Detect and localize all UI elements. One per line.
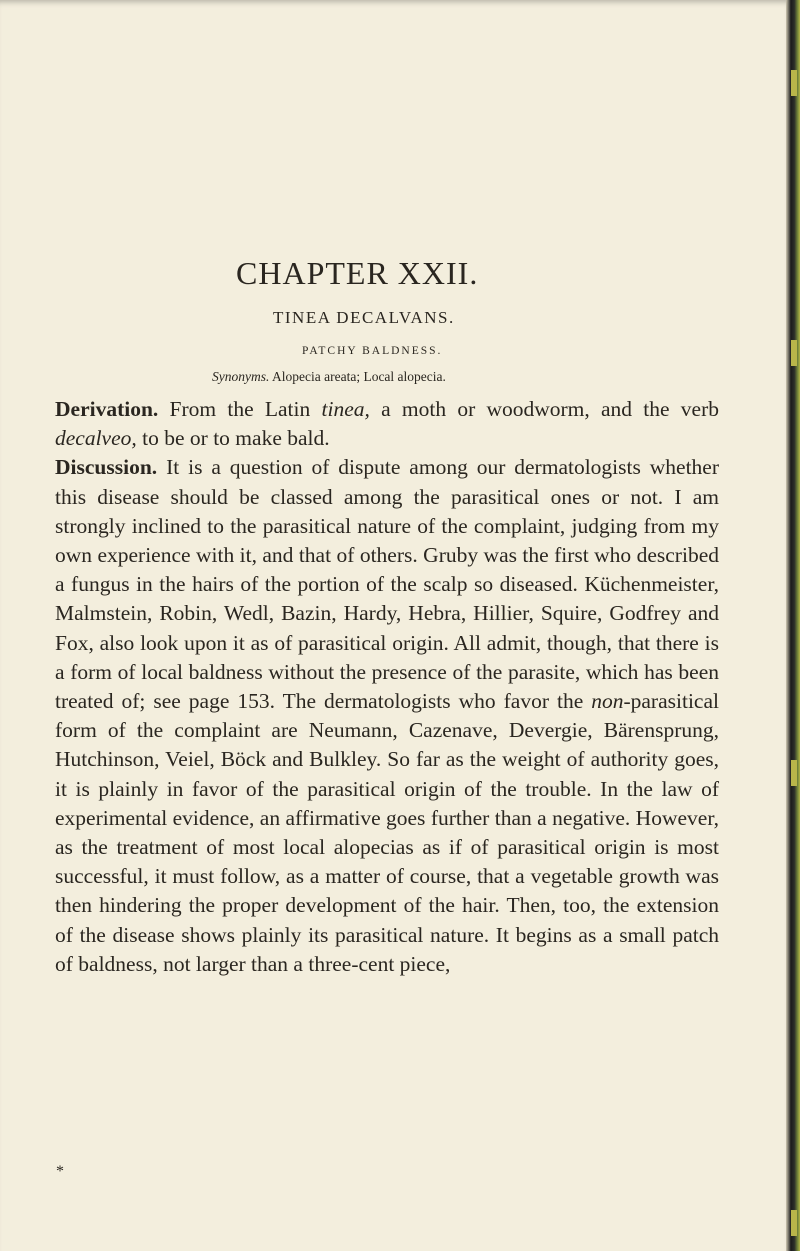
derivation-text-3: to be or to make bald.: [136, 426, 330, 451]
discussion-term-non: non: [591, 689, 624, 714]
footer-mark: *: [56, 1163, 64, 1180]
chapter-title: TINEA DECALVANS.: [273, 308, 455, 327]
derivation-text-1: From the Latin: [158, 397, 322, 421]
derivation-text-2: a moth or woodworm, and the verb: [369, 397, 719, 421]
discussion-heading: Discussion.: [55, 455, 158, 480]
discussion-text-1: It is a question of dispute among our dermatologists whether this disease should be classed among the parasitical ones or not. I am strongly inclined to the parasitical nature of the complaint, judging from my own experience with it, and that of others. Gruby was the first who described a fungus in the hairs of the portion of the scalp so diseased. Küchenmeister, Malmstein, Robin, Wedl, Bazin, Hardy, Hebra, Hillier, Squire, Godfrey and Fox, also look upon it as of parasitical origin. All admit, though, that there is a form of local baldness without the presence of the parasite, which has been treated of; see page 153. The dermatologists who favor the: [55, 455, 719, 714]
edge-strip: [791, 760, 797, 786]
edge-strip: [791, 70, 797, 96]
body-text: [55, 395, 719, 979]
chapter-heading: CHAPTER XXII.: [236, 255, 479, 291]
derivation-term-tinea: tinea,: [321, 397, 370, 421]
edge-strip: [791, 340, 797, 366]
chapter-subtitle: PATCHY BALDNESS.: [302, 345, 443, 357]
synonyms-label: Synonyms.: [212, 369, 270, 384]
page-binding-edge: [786, 0, 800, 1251]
discussion-text-2: -parasitical form of the complaint are Neumann, Cazenave, Devergie, Bärensprung, Hutchinson, Veiel, Böck and Bulkley. So far as the weight of authority goes, it is plainly in favor of the parasitical origin of the trouble. In the law of experimental evidence, an affirmative goes further than a negative. However, as the treatment of most local alopecias as if of parasitical origin is most successful, it must follow, as a matter of course, that a vegetable growth was then hindering the proper development of the hair. Then, too, the extension of the disease shows plainly its parasitical nature. It begins as a small patch of baldness, not larger than a three-cent piece,: [55, 689, 719, 976]
synonyms-text: Alopecia areata; Local alopecia.: [269, 369, 446, 384]
synonyms-line: [212, 369, 446, 385]
derivation-heading: Derivation.: [55, 397, 159, 421]
edge-strip: [791, 1210, 797, 1236]
derivation-term-decalveo: decalveo,: [55, 426, 137, 451]
